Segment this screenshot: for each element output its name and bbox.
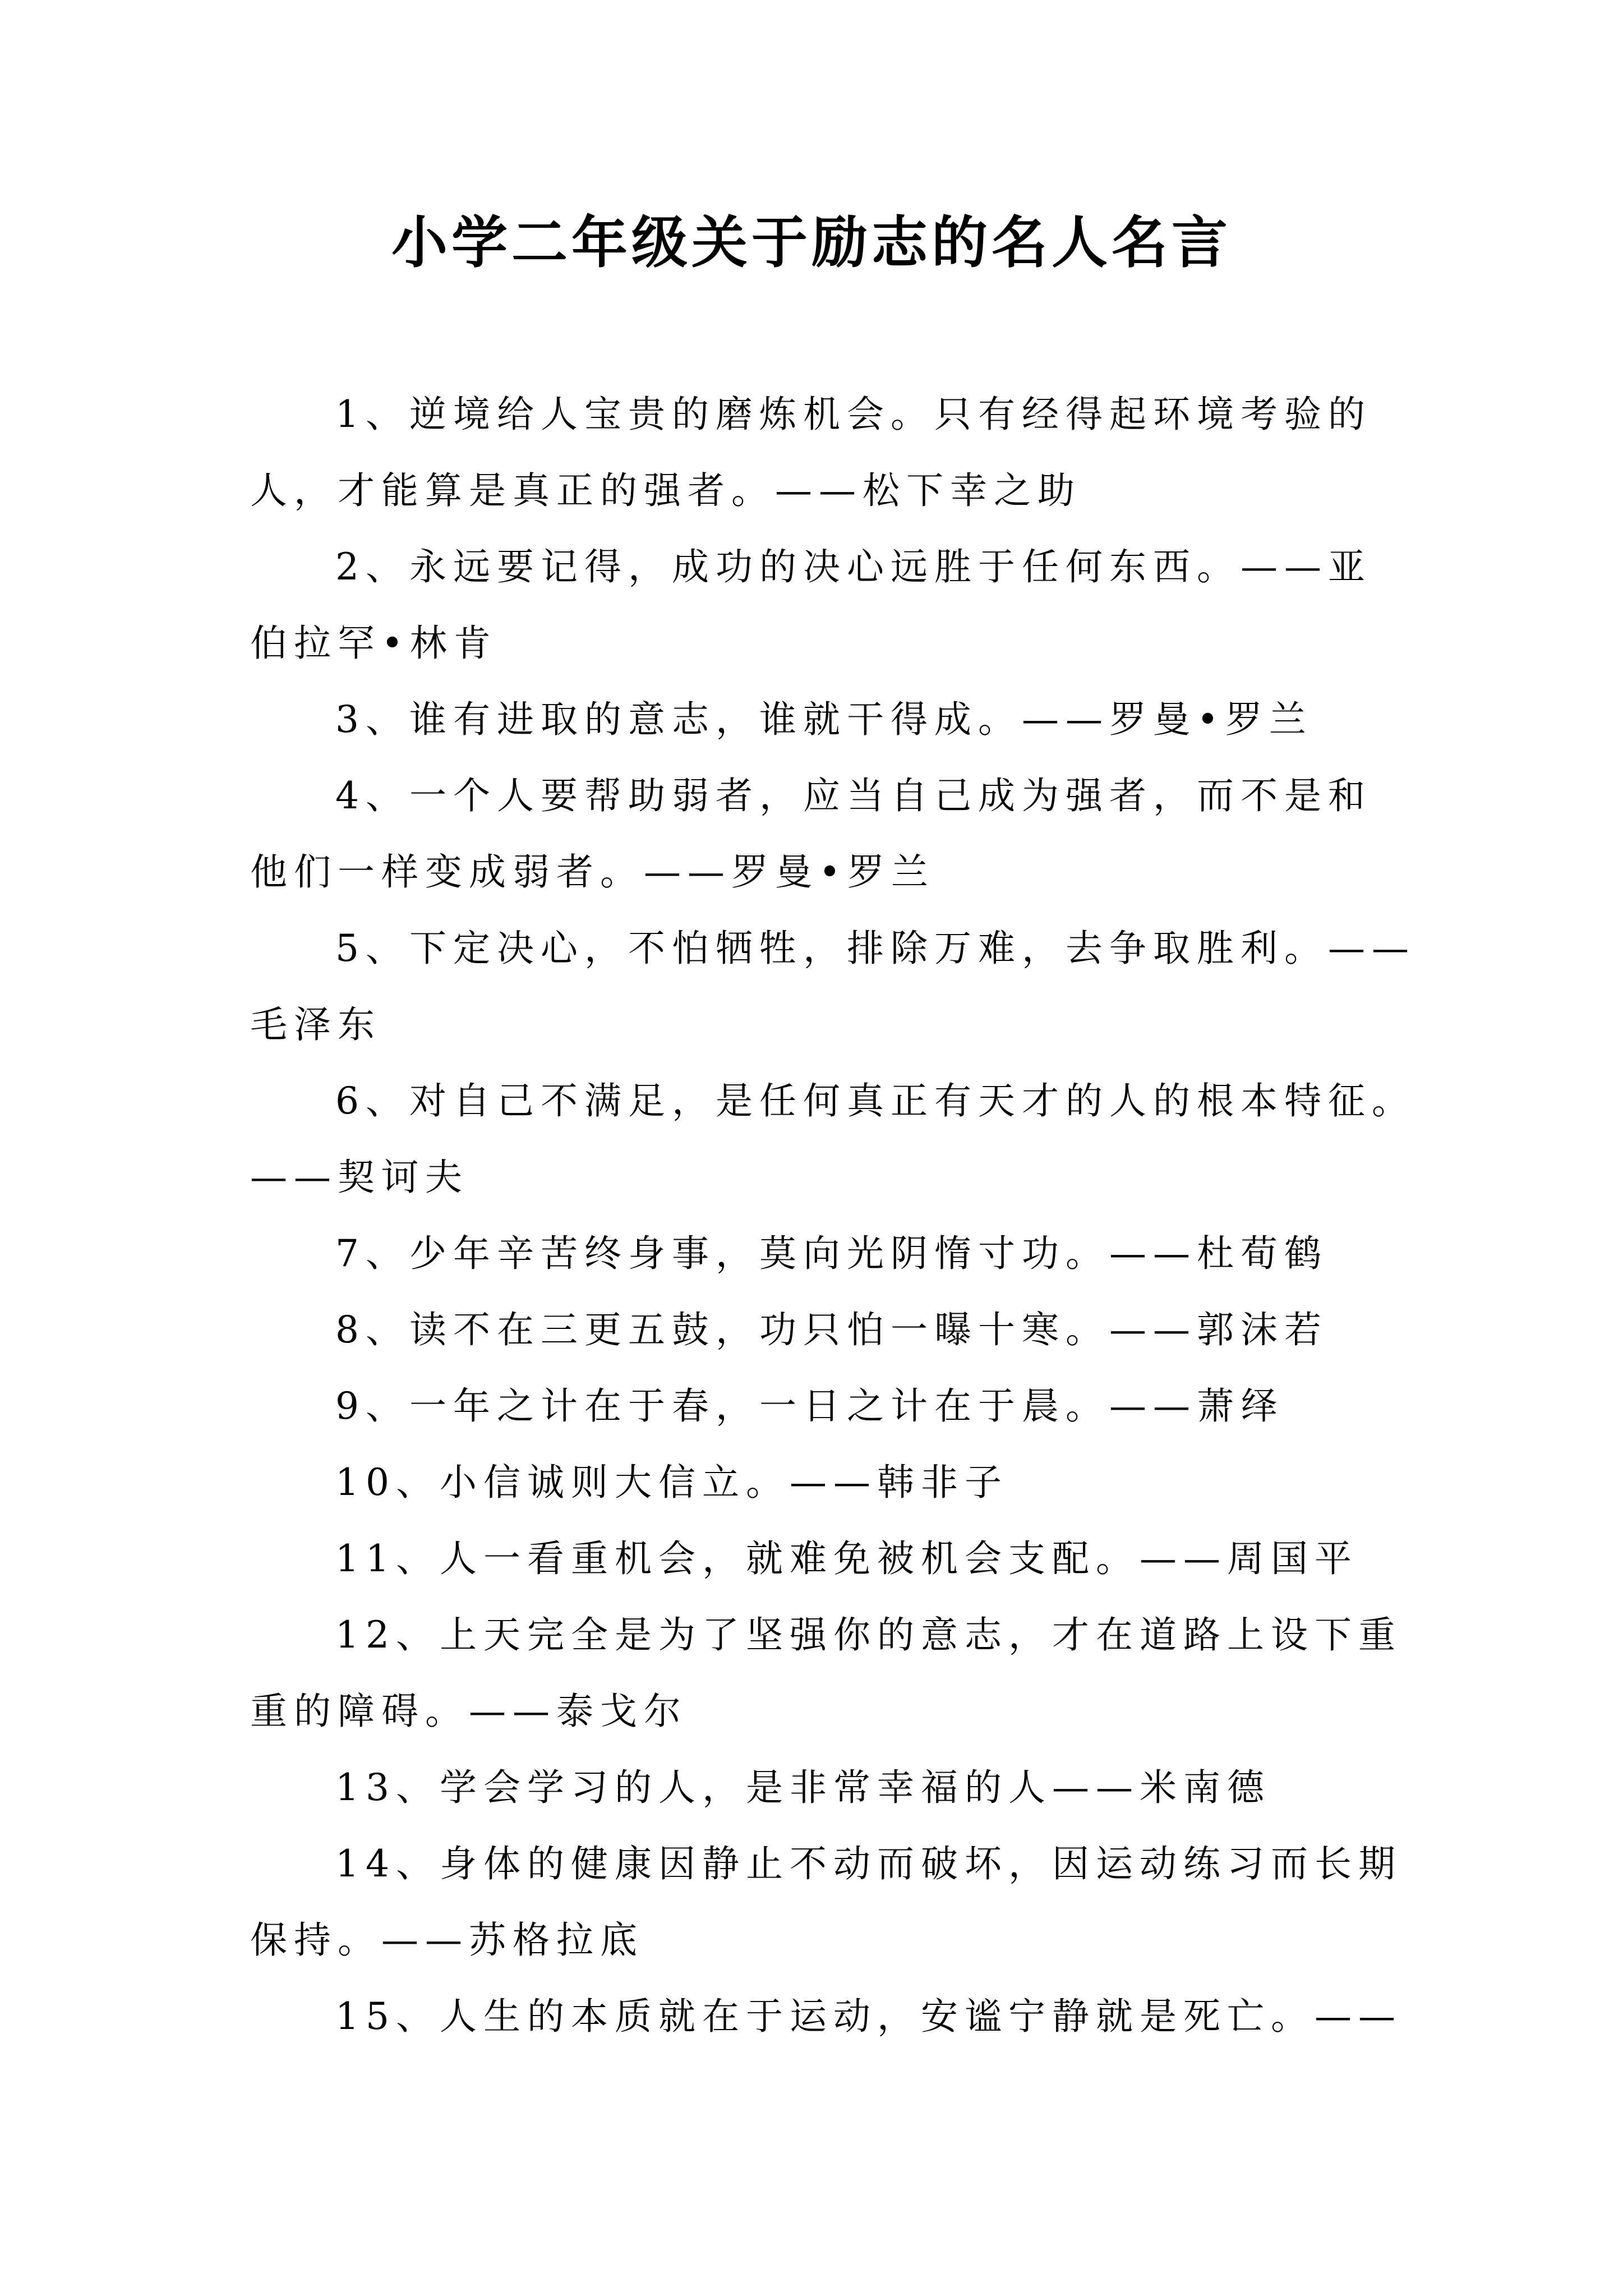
quote-item-9 <box>250 1368 1394 1444</box>
quote-item-15 <box>250 1978 1402 2055</box>
quote-item-11 <box>250 1521 1394 1597</box>
quote-item-10 <box>250 1444 1394 1521</box>
quote-item-2 <box>250 529 1394 682</box>
quote-line: 3、谁有进取的意志，谁就干得成。——罗曼•罗兰 <box>335 698 1313 741</box>
quote-line: 10、小信诚则大信立。——韩非子 <box>335 1461 1008 1504</box>
quote-line: 伯拉罕•林肯 <box>250 622 497 665</box>
quote-line: 5、下定决心，不怕牺牲，排除万难，去争取胜利。—— <box>335 927 1415 970</box>
quote-line: ——契诃夫 <box>250 1156 469 1199</box>
quote-line: 毛泽东 <box>250 1003 381 1046</box>
quote-item-8 <box>250 1292 1394 1368</box>
quote-line: 15、人生的本质就在于运动，安谧宁静就是死亡。—— <box>335 1995 1402 2038</box>
quote-line: 6、对自己不满足，是任何真正有天才的人的根本特征。 <box>335 1079 1415 1122</box>
quote-line: 13、学会学习的人，是非常幸福的人——米南德 <box>335 1766 1271 1809</box>
quote-line: 12、上天完全是为了坚强你的意志，才在道路上设下重 <box>335 1613 1402 1657</box>
quote-line: 11、人一看重机会，就难免被机会支配。——周国平 <box>335 1537 1358 1580</box>
document-title: 小学二年级关于励志的名人名言 <box>391 209 1232 275</box>
quote-item-3 <box>250 682 1394 758</box>
quote-line: 1、逆境给人宝贵的磨炼机会。只有经得起环境考验的 <box>335 393 1372 436</box>
quote-item-5 <box>250 910 1415 1063</box>
quote-item-1 <box>250 376 1394 529</box>
quote-item-4 <box>250 758 1394 910</box>
quote-line: 4、一个人要帮助弱者，应当自己成为强者，而不是和 <box>335 774 1372 817</box>
quote-item-6 <box>250 1063 1415 1216</box>
quote-item-7 <box>250 1216 1394 1292</box>
quote-line: 14、身体的健康因静止不动而破坏，因运动练习而长期 <box>335 1842 1402 1885</box>
quote-line: 保持。——苏格拉底 <box>250 1918 644 1962</box>
quote-list <box>250 376 1415 2055</box>
quote-item-12 <box>250 1597 1402 1750</box>
quote-line: 2、永远要记得，成功的决心远胜于任何东西。——亚 <box>335 545 1372 588</box>
quote-line: 他们一样变成弱者。——罗曼•罗兰 <box>250 850 935 894</box>
quote-line: 人，才能算是真正的强者。——松下幸之助 <box>250 469 1081 512</box>
quote-line: 9、一年之计在于春，一日之计在于晨。——萧绎 <box>335 1384 1284 1428</box>
quote-line: 重的障碍。——泰戈尔 <box>250 1690 688 1733</box>
quote-line: 7、少年辛苦终身事，莫向光阴惰寸功。——杜荀鹤 <box>335 1232 1328 1275</box>
quote-item-14 <box>250 1826 1402 1978</box>
quote-line: 8、读不在三更五鼓，功只怕一曝十寒。——郭沫若 <box>335 1308 1328 1351</box>
quote-item-13 <box>250 1750 1394 1826</box>
